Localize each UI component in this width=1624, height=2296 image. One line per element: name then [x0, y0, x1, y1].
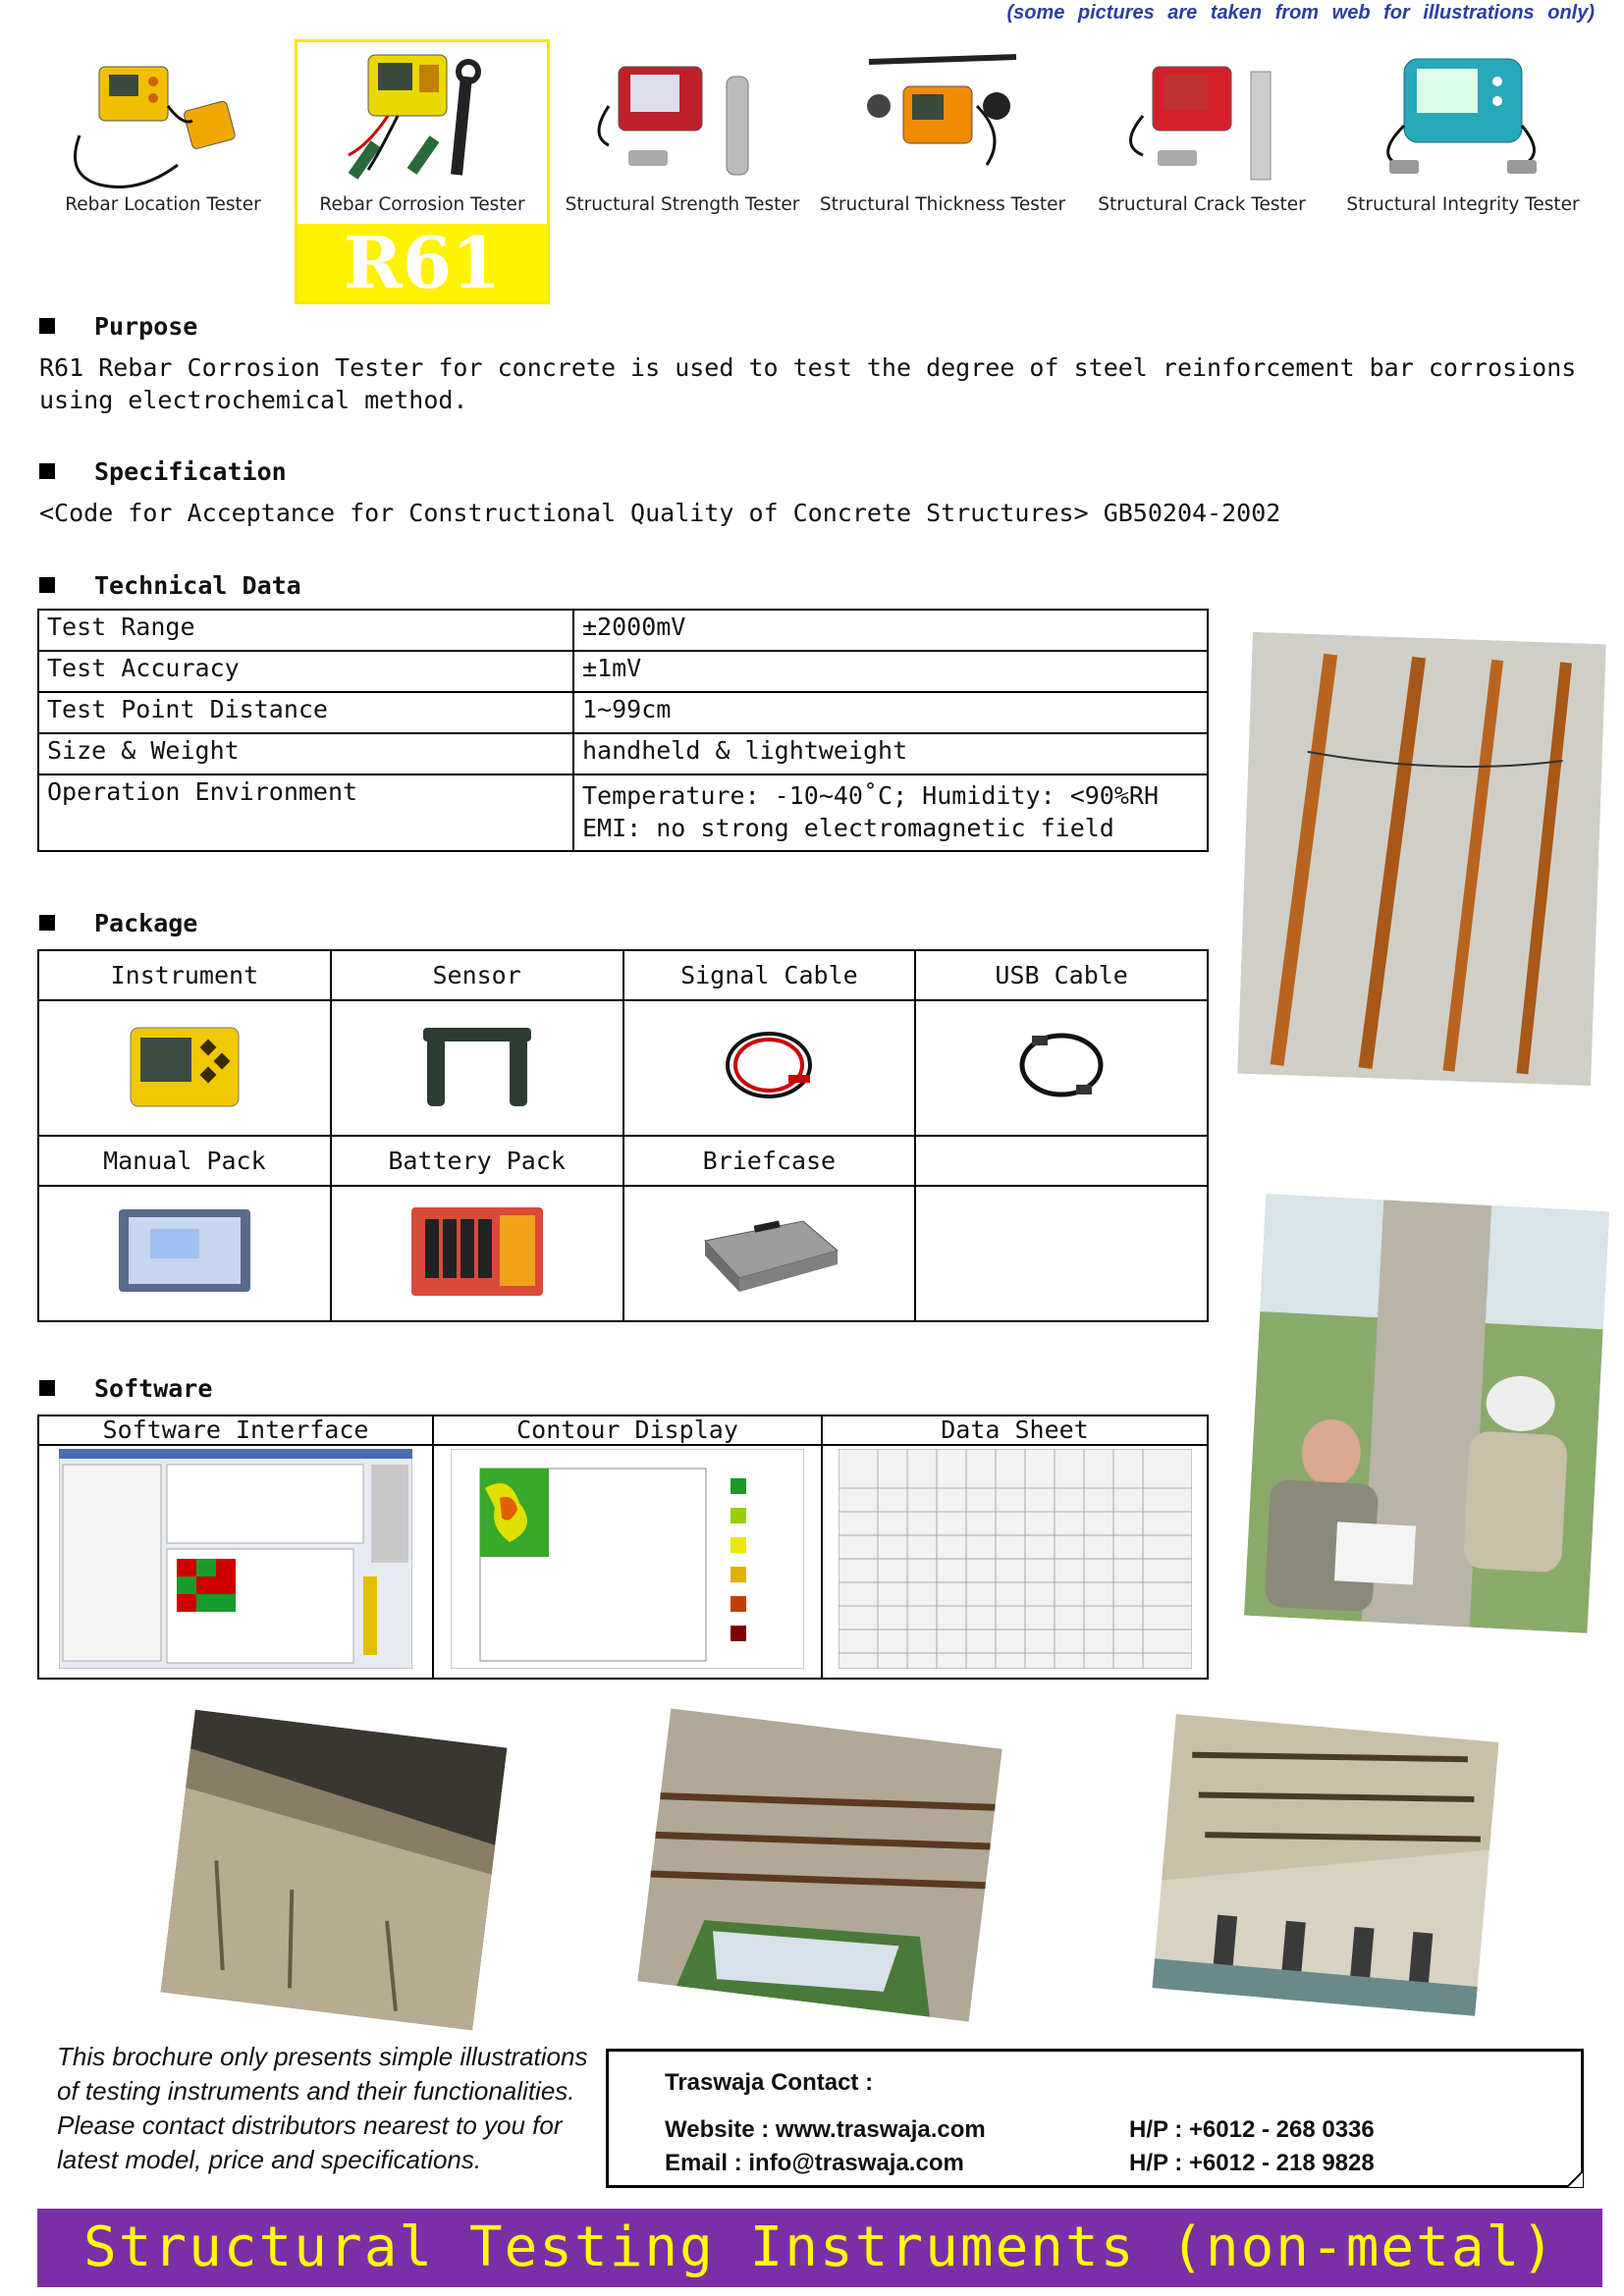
contact-website[interactable]: Website : www.traswaja.com	[665, 2116, 986, 2143]
spec-value: Temperature: -10~40˚C; Humidity: <90%RH EMI: no strong electromagnetic field	[573, 774, 1208, 851]
package-heading: Package	[39, 909, 197, 937]
corroded-rebar-photo	[1237, 632, 1605, 1086]
contact-title: Traswaja Contact :	[665, 2069, 874, 2096]
structural-thickness-tester-image	[839, 47, 1046, 204]
contact-phone-1[interactable]: H/P : +6012 - 268 0336	[1129, 2116, 1375, 2143]
sensor-image-cell	[331, 1000, 623, 1136]
spec-value: handheld & lightweight	[573, 733, 1208, 774]
product-label: Structural Strength Tester	[565, 194, 800, 215]
table-row	[38, 1445, 1208, 1679]
instrument-image	[126, 1016, 244, 1114]
product-structural-crack[interactable]	[1074, 39, 1329, 304]
purpose-heading: Purpose	[39, 312, 197, 341]
spec-key: Test Point Distance	[38, 692, 573, 733]
deteriorated-beam-image	[161, 1710, 508, 2031]
spec-value: ±1mV	[573, 651, 1208, 692]
product-rebar-location[interactable]	[35, 39, 291, 304]
specification-heading: Specification	[39, 457, 287, 486]
footer-banner	[37, 2209, 1602, 2287]
bullet-square	[39, 1380, 55, 1396]
product-label: Structural Crack Tester	[1098, 194, 1306, 215]
structural-integrity-tester-image	[1360, 47, 1566, 204]
package-item-label: Manual Pack	[38, 1136, 331, 1186]
table-row	[38, 733, 1208, 774]
sensor-image	[413, 1016, 541, 1114]
signal-cable-image	[715, 1016, 823, 1114]
contour-display-screenshot	[433, 1445, 822, 1679]
field-testing-image	[1244, 1194, 1609, 1633]
product-structural-integrity[interactable]	[1335, 39, 1591, 304]
product-label: Structural Integrity Tester	[1346, 194, 1580, 215]
package-item-label: Instrument	[38, 950, 331, 1000]
bullet-square	[39, 577, 55, 593]
package-table	[37, 949, 1209, 1322]
contact-box	[606, 2049, 1584, 2188]
software-interface-screenshot	[38, 1445, 433, 1679]
software-interface-image	[59, 1449, 412, 1669]
software-column-label: Software Interface	[38, 1415, 433, 1445]
table-row	[38, 950, 1208, 1000]
rebar-corrosion-tester-image	[319, 47, 525, 204]
disclaimer: This brochure only presents simple illustrations of testing instruments and their functionalities. Please contact distributors nearest to you for latest model, price and specifications.	[57, 2042, 588, 2174]
table-row	[38, 651, 1208, 692]
software-column-label: Contour Display	[433, 1415, 822, 1445]
package-item-label: USB Cable	[915, 950, 1208, 1000]
empty-cell	[915, 1136, 1208, 1186]
table-row	[38, 774, 1208, 851]
structural-crack-tester-image	[1099, 47, 1305, 204]
deteriorated-beam-photo	[161, 1710, 508, 2031]
damaged-pier-image	[1152, 1714, 1498, 2016]
product-label: Rebar Corrosion Tester	[319, 194, 525, 215]
contour-display-image	[451, 1449, 804, 1669]
spec-key: Test Accuracy	[38, 651, 573, 692]
software-column-label: Data Sheet	[822, 1415, 1208, 1445]
table-row	[38, 692, 1208, 733]
table-row	[38, 1136, 1208, 1186]
illustration-note: (some pictures are taken from web for illustrations only)	[1006, 2, 1595, 24]
table-row	[38, 610, 1208, 651]
product-label: Structural Thickness Tester	[819, 194, 1066, 215]
technical-data-table	[37, 609, 1209, 852]
rebar-location-tester-image	[60, 47, 266, 204]
structural-strength-tester-image	[579, 47, 785, 204]
product-rebar-corrosion[interactable]	[295, 39, 550, 304]
banner-title: Structural Testing Instruments (non-metal)	[82, 2216, 1557, 2279]
model-badge: R61	[298, 224, 547, 301]
page-curl-icon	[1566, 2170, 1584, 2188]
battery-pack-image-cell	[331, 1186, 623, 1321]
manual-pack-image	[111, 1201, 258, 1300]
empty-cell	[915, 1186, 1208, 1321]
spec-key: Size & Weight	[38, 733, 573, 774]
damaged-pier-photo	[1152, 1714, 1498, 2016]
manual-pack-image-cell	[38, 1186, 331, 1321]
spec-value: 1~99cm	[573, 692, 1208, 733]
spec-key: Test Range	[38, 610, 573, 651]
usb-cable-image-cell	[915, 1000, 1208, 1136]
spec-key: Operation Environment	[38, 774, 573, 851]
signal-cable-image-cell	[623, 1000, 916, 1136]
battery-pack-image	[404, 1201, 551, 1300]
spec-value: ±2000mV	[573, 610, 1208, 651]
data-sheet-screenshot	[822, 1445, 1208, 1679]
corroded-rebar-image	[1237, 632, 1605, 1086]
product-structural-strength[interactable]	[555, 39, 810, 304]
table-row	[38, 1186, 1208, 1321]
bullet-square	[39, 463, 55, 479]
package-item-label: Signal Cable	[623, 950, 916, 1000]
table-row	[38, 1000, 1208, 1136]
exposed-rebar-slab-image	[637, 1708, 1002, 2021]
bullet-square	[39, 318, 55, 334]
briefcase-image-cell	[623, 1186, 916, 1321]
package-item-label: Battery Pack	[331, 1136, 623, 1186]
field-testing-photo	[1244, 1194, 1609, 1633]
package-item-label: Sensor	[331, 950, 623, 1000]
instrument-image-cell	[38, 1000, 331, 1136]
briefcase-image	[695, 1201, 842, 1300]
specification-text: <Code for Acceptance for Constructional Quality of Concrete Structures> GB50204-2002	[39, 499, 1281, 527]
software-table	[37, 1415, 1209, 1680]
exposed-rebar-slab-photo	[637, 1708, 1002, 2021]
data-sheet-image	[839, 1449, 1192, 1669]
technical-data-heading: Technical Data	[39, 571, 301, 600]
usb-cable-image	[1007, 1016, 1115, 1114]
product-structural-thickness[interactable]	[815, 39, 1070, 304]
product-label: Rebar Location Tester	[65, 194, 261, 215]
software-heading: Software	[39, 1374, 212, 1403]
bullet-square	[39, 915, 55, 931]
contact-phone-2[interactable]: H/P : +6012 - 218 9828	[1129, 2150, 1375, 2176]
package-item-label: Briefcase	[623, 1136, 916, 1186]
contact-email[interactable]: Email : info@traswaja.com	[665, 2150, 964, 2176]
table-row	[38, 1415, 1208, 1445]
purpose-text: R61 Rebar Corrosion Tester for concrete is used to test the degree of steel reinforcement bar corrosions using electrochemical method.	[39, 353, 1577, 414]
